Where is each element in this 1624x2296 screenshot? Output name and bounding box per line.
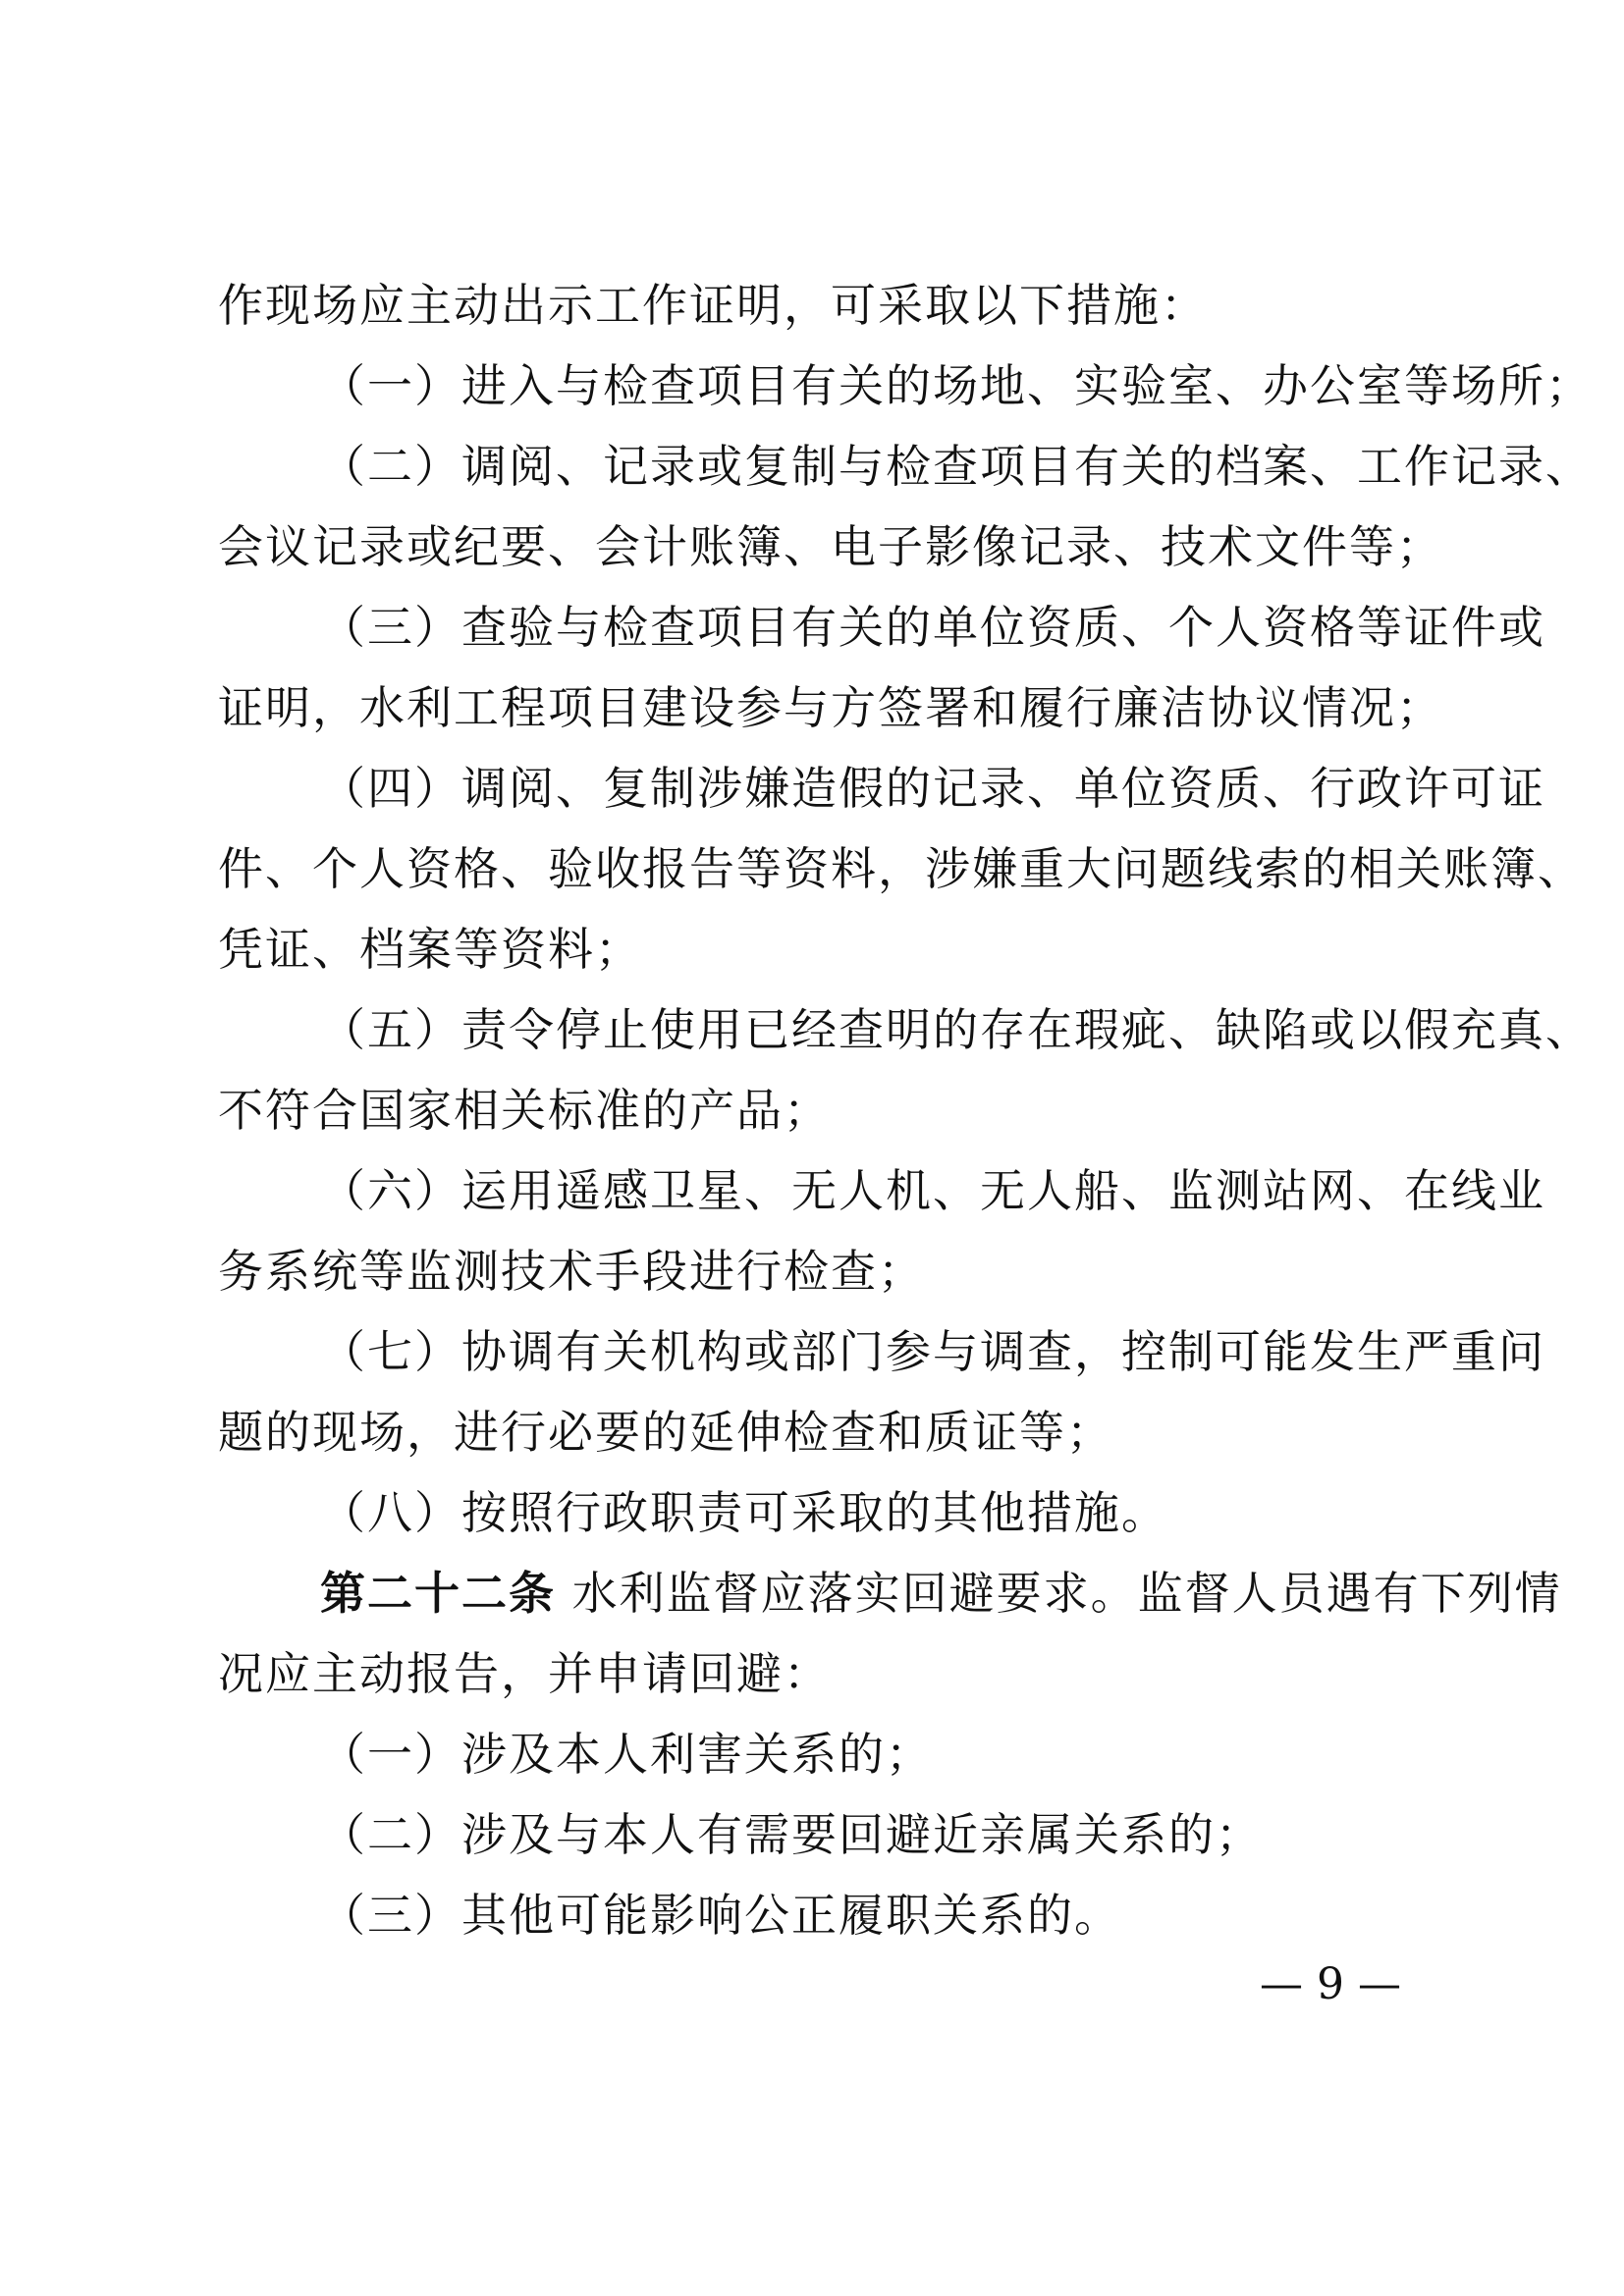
list-item-8: （八）按照行政职责可采取的其他措施。	[320, 1486, 1168, 1539]
article-item-1: （一）涉及本人利害关系的；	[320, 1728, 933, 1781]
list-item-4-cont-2: 凭证、档案等资料；	[218, 923, 642, 976]
list-item-4-cont-1: 件、个人资格、验收报告等资料，涉嫌重大问题线索的相关账簿、	[218, 842, 1585, 895]
article-title: 第二十二条	[320, 1567, 556, 1620]
page-number: — 9 —	[1260, 1959, 1401, 2009]
document-body	[218, 265, 1593, 1955]
list-item-6: （六）运用遥感卫星、无人机、无人船、监测站网、在线业	[320, 1164, 1545, 1217]
list-item-5: （五）责令停止使用已经查明的存在瑕疵、缺陷或以假充真、	[320, 1003, 1593, 1056]
article-item-3: （三）其他可能影响公正履职关系的。	[320, 1889, 1121, 1942]
list-item-7: （七）协调有关机构或部门参与调查，控制可能发生严重问	[320, 1325, 1545, 1378]
article-item-2: （二）涉及与本人有需要回避近亲属关系的；	[320, 1808, 1263, 1861]
list-item-2: （二）调阅、记录或复制与检查项目有关的档案、工作记录、	[320, 440, 1593, 493]
list-item-7-cont: 题的现场，进行必要的延伸检查和质证等；	[218, 1406, 1113, 1459]
list-item-5-cont: 不符合国家相关标准的产品；	[218, 1084, 831, 1137]
list-item-2-cont: 会议记录或纪要、会计账簿、电子影像记录、技术文件等；	[218, 520, 1443, 573]
list-item-4: （四）调阅、复制涉嫌造假的记录、单位资质、行政许可证	[320, 762, 1545, 815]
article-22-heading-line	[218, 1553, 1562, 1633]
list-item-1: （一）进入与检查项目有关的场地、实验室、办公室等场所；	[320, 359, 1593, 412]
text-line-1: 作现场应主动出示工作证明，可采取以下措施：	[218, 279, 1208, 332]
list-item-3-cont: 证明，水利工程项目建设参与方签署和履行廉洁协议情况；	[218, 681, 1443, 734]
article-text: 水利监督应落实回避要求。监督人员遇有下列情	[571, 1567, 1562, 1620]
list-item-3: （三）查验与检查项目有关的单位资质、个人资格等证件或	[320, 601, 1545, 654]
article-22-cont: 况应主动报告，并申请回避：	[218, 1647, 831, 1700]
list-item-6-cont: 务系统等监测技术手段进行检查；	[218, 1245, 925, 1298]
